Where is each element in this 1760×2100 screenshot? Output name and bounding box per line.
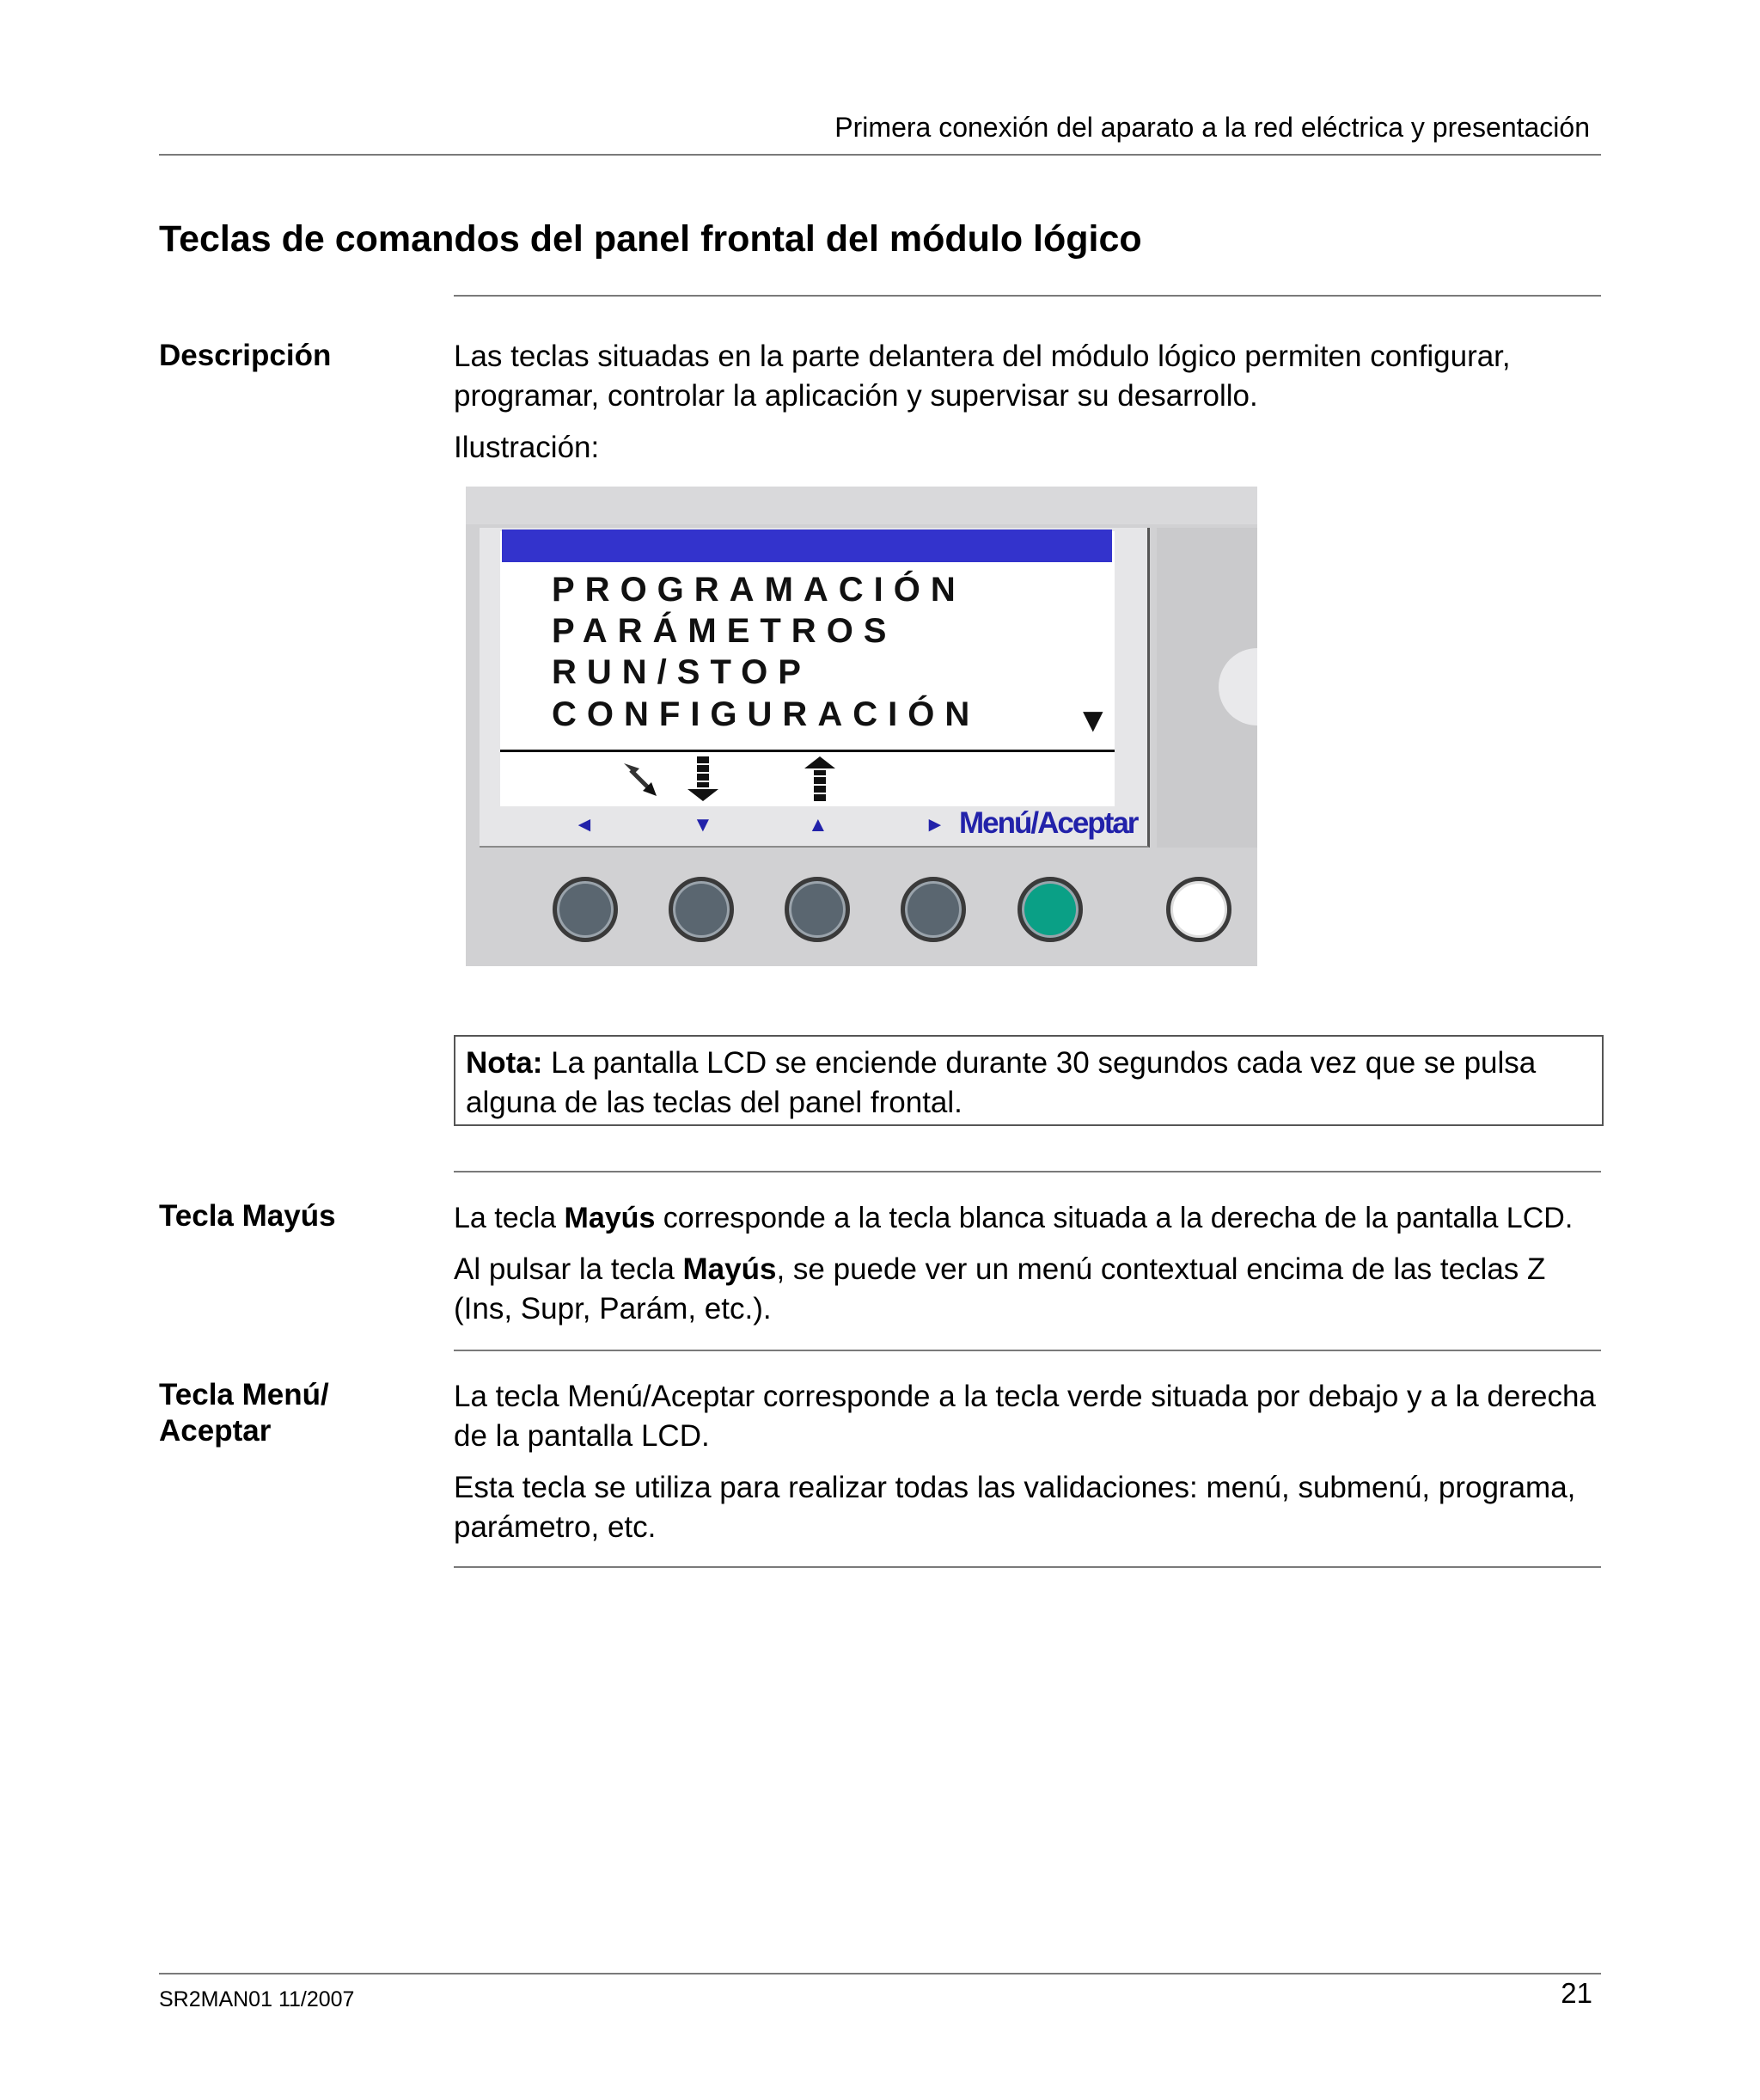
key-up [785, 877, 850, 942]
note-label: Nota: [466, 1046, 543, 1080]
rule-end-section [454, 1566, 1601, 1568]
header-rule [159, 154, 1601, 156]
lcd-divider [500, 750, 1115, 752]
section-label-tecla-mayus: Tecla Mayús [159, 1199, 336, 1233]
key-down [669, 877, 734, 942]
footer-rule [159, 1973, 1601, 1974]
title-rule [454, 295, 1601, 297]
lcd-line-parametros: PARÁMETROS [552, 612, 897, 650]
menu-paragraph-1: La tecla Menú/Aceptar corresponde a la tecla verde situada por debajo y a la derecha de la pantalla LCD. [454, 1380, 1596, 1453]
scroll-down-icon: ▼ [1076, 701, 1110, 739]
page-title: Teclas de comandos del panel frontal del módulo lógico [159, 218, 1142, 260]
arrow-up-icon [803, 756, 837, 801]
device-top-strip [466, 487, 1257, 524]
mayus-paragraph-1: La tecla Mayús corresponde a la tecla blanca situada a la derecha de la pantalla LCD. [454, 1202, 1574, 1234]
section-label-tecla-menu: Tecla Menú/ Aceptar [159, 1378, 329, 1448]
mayus-paragraph-2: Al pulsar la tecla Mayús, se puede ver un menú contextual encima de las teclas Z (Ins, Supr, Parám, etc.). [454, 1252, 1546, 1326]
menu-paragraph-2: Esta tecla se utiliza para realizar todas las validaciones: menú, submenú, programa, parámetro, etc. [454, 1471, 1576, 1544]
running-header: Primera conexión del aparato a la red eléctrica y presentación [834, 112, 1590, 143]
key-mayus [1166, 877, 1231, 942]
lcd-line-runstop: RUN/STOP [552, 653, 811, 691]
nav-up-arrow-icon: ▲ [808, 813, 828, 836]
nav-right-arrow-icon: ► [925, 813, 945, 836]
key-right [901, 877, 966, 942]
device-illustration [466, 487, 1257, 966]
nav-down-arrow-icon: ▼ [693, 813, 713, 836]
note-box [454, 1035, 1604, 1126]
section-label-descripcion: Descripción [159, 339, 332, 372]
lcd-line-programacion: PROGRAMACIÓN [552, 571, 966, 609]
rule-before-mayus [454, 1171, 1601, 1172]
rule-before-menu [454, 1350, 1601, 1351]
arrow-down-icon [686, 756, 720, 801]
descripcion-text: Las teclas situadas en la parte delantera del módulo lógico permiten configurar, programar, controlar la aplicación y supervisar su desarrollo. [454, 340, 1511, 413]
note-text: La pantalla LCD se enciende durante 30 segundos cada vez que se pulsa alguna de las teclas del panel frontal. [466, 1046, 1537, 1119]
key-menu-aceptar [1018, 877, 1083, 942]
menu-aceptar-label: Menú/Aceptar [959, 806, 1138, 840]
lcd-line-configuracion: CONFIGURACIÓN [552, 695, 981, 733]
footer-doc-id: SR2MAN01 11/2007 [159, 1987, 355, 2011]
ilustracion-label: Ilustración: [454, 431, 600, 464]
key-left [553, 877, 618, 942]
nav-left-arrow-icon: ◄ [574, 813, 595, 836]
lcd-highlight-bar [502, 530, 1112, 562]
diagonal-arrow-icon [620, 760, 660, 799]
page-number: 21 [1561, 1977, 1592, 2009]
